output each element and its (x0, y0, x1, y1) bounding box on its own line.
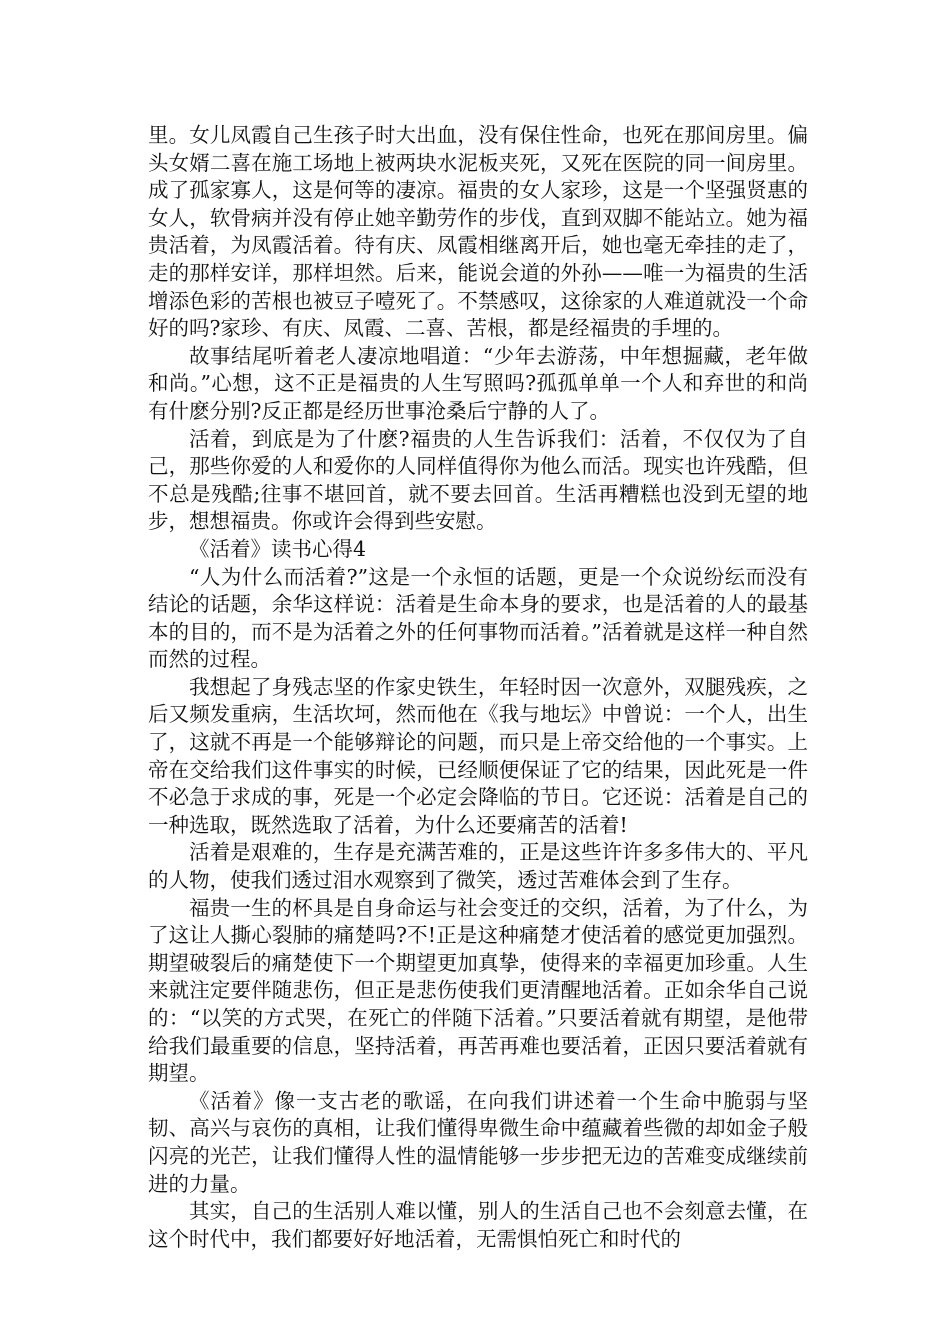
paragraph-4: “人为什么而活着?”这是一个永恒的话题，更是一个众说纷纭而没有结论的话题，余华这样说：活着是生命本身的要求，也是活着的人的最基本的目的，而不是为活着之外的任何事物而活着。”活着就是这样一种自然而然的过程。 (148, 564, 808, 672)
paragraph-2: 故事结尾听着老人凄凉地唱道：“少年去游荡，中年想掘藏，老年做和尚。”心想，这不正是福贵的人生写照吗?孤孤单单一个人和弃世的和尚有什麽分别?反正都是经历世事沧桑后宁静的人了。 (148, 343, 808, 423)
paragraph-5: 我想起了身残志坚的作家史铁生，年轻时因一次意外，双腿残疾，之后又频发重病，生活坎坷，然而他在《我与地坛》中曾说：一个人，出生了，这就不再是一个能够辩论的问题，而只是上帝交给他的一个事实。上帝在交给我们这件事实的时候，已经顺便保证了它的结果，因此死是一件不必急于求成的事，死是一个必定会降临的节日。它还说：活着是自己的一种选取，既然选取了活着，为什么还要痛苦的活着! (148, 674, 808, 837)
section-heading: 《活着》读书心得4 (189, 536, 367, 561)
paragraph-7: 福贵一生的杯具是自身命运与社会变迁的交织，活着，为了什么，为了这让人撕心裂肺的痛楚吗?不!正是这种痛楚才使活着的感觉更加强烈。期望破裂后的痛楚使下一个期望更加真挚，使得来的幸福更加珍重。人生来就注定要伴随悲伤，但正是悲伤使我们更清醒地活着。正如余华自己说的：“以笑的方式哭，在死亡的伴随下活着。”只要活着就有期望，是他带给我们最重要的信息，坚持活着，再苦再难也要活着，正因只要活着就有期望。 (148, 895, 808, 1086)
paragraph-6: 活着是艰难的，生存是充满苦难的，正是这些许许多多伟大的、平凡的人物，使我们透过泪水观察到了微笑，透过苦难体会到了生存。 (148, 840, 808, 893)
paragraph-9: 其实，自己的生活别人难以懂，别人的生活自己也不会刻意去懂，在这个时代中，我们都要好好地活着，无需惧怕死亡和时代的 (148, 1199, 808, 1251)
paragraph-3: 活着，到底是为了什麽?福贵的人生告诉我们：活着，不仅仅为了自己，那些你爱的人和爱你的人同样值得你为他么而活。现实也许残酷，但不总是残酷;往事不堪回首，就不要去回首。生活再糟糕也没到无望的地步，想想福贵。你或许会得到些安慰。 (148, 426, 808, 534)
document-page (148, 122, 808, 1253)
paragraph-1: 里。女儿凤霞自己生孩子时大出血，没有保住性命，也死在那间房里。偏头女婿二喜在施工场地上被两块水泥板夹死，又死在医院的同一间房里。成了孤家寡人，这是何等的凄凉。福贵的女人家珍，这是一个坚强贤惠的女人，软骨病并没有停止她辛勤劳作的步伐，直到双脚不能站立。她为福贵活着，为凤霞活着。待有庆、凤霞相继离开后，她也毫无牵挂的走了，走的那样安详，那样坦然。后来，能说会道的外孙——唯一为福贵的生活增添色彩的苦根也被豆子噎死了。不禁感叹，这徐家的人难道就没一个命好的吗?家珍、有庆、凤霞、二喜、苦根，都是经福贵的手埋的。 (148, 123, 808, 341)
paragraph-8: 《活着》像一支古老的歌谣，在向我们讲述着一个生命中脆弱与坚韧、高兴与哀伤的真相，让我们懂得卑微生命中蕴藏着些微的却如金子般闪亮的光芒，让我们懂得人性的温情能够一步步把无边的苦难变成继续前进的力量。 (148, 1088, 808, 1196)
